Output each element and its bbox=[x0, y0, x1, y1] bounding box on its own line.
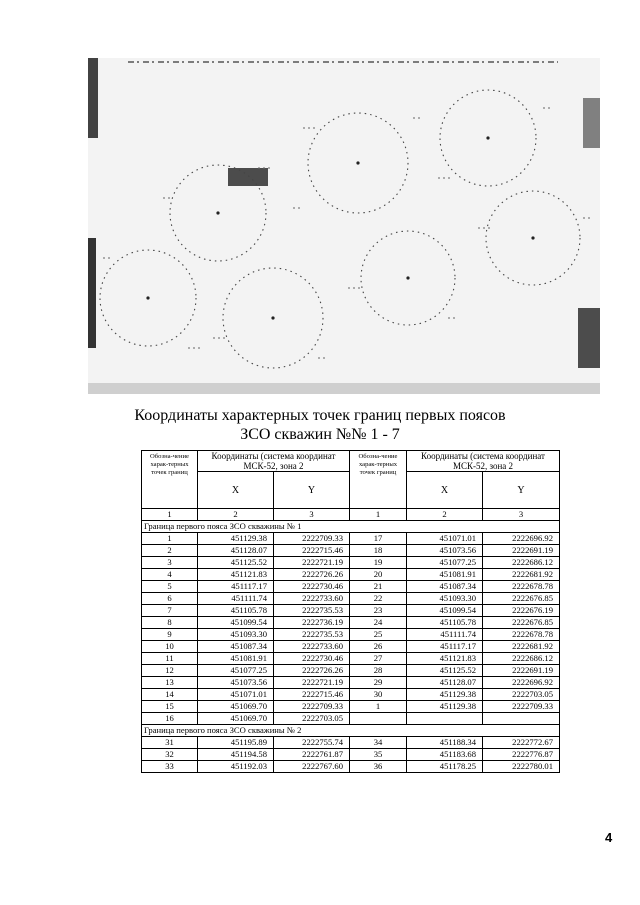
point-number-cell: 5 bbox=[142, 581, 198, 593]
y-coordinate-cell: 2222678.78 bbox=[483, 581, 560, 593]
x-coordinate-cell: 451069.70 bbox=[198, 713, 274, 725]
y-coordinate-cell: 2222733.60 bbox=[274, 593, 350, 605]
x-coordinate-cell: 451087.34 bbox=[198, 641, 274, 653]
y-coordinate-cell: 2222733.60 bbox=[274, 641, 350, 653]
point-number-cell: 18 bbox=[350, 545, 407, 557]
table-row bbox=[142, 641, 560, 653]
x-coordinate-cell: 451125.52 bbox=[407, 665, 483, 677]
title-line-1: Координаты характерных точек границ первых поясов bbox=[134, 407, 506, 424]
y-coordinate-cell: 2222691.19 bbox=[483, 665, 560, 677]
coordinates-table-body bbox=[142, 521, 560, 773]
column-index: 2 bbox=[198, 509, 274, 521]
y-coordinate-cell: 2222676.85 bbox=[483, 617, 560, 629]
x-coordinate-cell: 451077.25 bbox=[407, 557, 483, 569]
x-coordinate-cell: 451188.34 bbox=[407, 737, 483, 749]
point-number-cell: 13 bbox=[142, 677, 198, 689]
point-number-cell: 15 bbox=[142, 701, 198, 713]
y-coordinate-cell: 2222681.92 bbox=[483, 569, 560, 581]
column-index: 2 bbox=[407, 509, 483, 521]
point-number-cell: 4 bbox=[142, 569, 198, 581]
point-number-cell: 1 bbox=[142, 533, 198, 545]
point-number-cell: 6 bbox=[142, 593, 198, 605]
point-number-cell: 21 bbox=[350, 581, 407, 593]
table-row bbox=[142, 713, 560, 725]
point-number-cell: 31 bbox=[142, 737, 198, 749]
y-coordinate-cell: 2222721.19 bbox=[274, 557, 350, 569]
y-coordinate-cell: 2222681.92 bbox=[483, 641, 560, 653]
y-coordinate-cell: 2222730.46 bbox=[274, 653, 350, 665]
table-row bbox=[142, 557, 560, 569]
header-designation-left: Обозна-чение харак-терных точек границ bbox=[142, 451, 198, 509]
header-coord-group-left: Координаты (система координат МСК-52, зона 2 bbox=[198, 451, 350, 472]
table-row bbox=[142, 701, 560, 713]
table-row bbox=[142, 689, 560, 701]
x-coordinate-cell: 451178.25 bbox=[407, 761, 483, 773]
coordinates-table bbox=[141, 450, 560, 773]
table-row bbox=[142, 617, 560, 629]
table-row bbox=[142, 665, 560, 677]
x-coordinate-cell: 451093.30 bbox=[407, 593, 483, 605]
y-coordinate-cell: 2222703.05 bbox=[483, 689, 560, 701]
x-coordinate-cell: 451071.01 bbox=[198, 689, 274, 701]
point-number-cell: 29 bbox=[350, 677, 407, 689]
table-row bbox=[142, 737, 560, 749]
y-coordinate-cell: 2222735.53 bbox=[274, 629, 350, 641]
y-coordinate-cell: 2222676.85 bbox=[483, 593, 560, 605]
y-coordinate-cell: 2222715.46 bbox=[274, 545, 350, 557]
point-number-cell: 7 bbox=[142, 605, 198, 617]
point-number-cell: 10 bbox=[142, 641, 198, 653]
x-coordinate-cell: 451073.56 bbox=[407, 545, 483, 557]
point-number-cell: 24 bbox=[350, 617, 407, 629]
x-coordinate-cell: 451077.25 bbox=[198, 665, 274, 677]
table-row bbox=[142, 653, 560, 665]
table-row bbox=[142, 761, 560, 773]
y-coordinate-cell: 2222691.19 bbox=[483, 545, 560, 557]
table-row bbox=[142, 605, 560, 617]
table-row bbox=[142, 545, 560, 557]
x-coordinate-cell: 451128.07 bbox=[198, 545, 274, 557]
x-coordinate-cell: 451093.30 bbox=[198, 629, 274, 641]
point-number-cell: 22 bbox=[350, 593, 407, 605]
x-coordinate-cell: 451087.34 bbox=[407, 581, 483, 593]
table-row bbox=[142, 593, 560, 605]
column-index-row bbox=[142, 509, 560, 521]
point-number-cell: 32 bbox=[142, 749, 198, 761]
point-number-cell bbox=[350, 713, 407, 725]
x-coordinate-cell: 451099.54 bbox=[407, 605, 483, 617]
point-number-cell: 19 bbox=[350, 557, 407, 569]
column-index: 1 bbox=[350, 509, 407, 521]
y-coordinate-cell: 2222709.33 bbox=[274, 701, 350, 713]
y-coordinate-cell: 2222703.05 bbox=[274, 713, 350, 725]
y-coordinate-cell: 2222726.26 bbox=[274, 569, 350, 581]
point-number-cell: 17 bbox=[350, 533, 407, 545]
point-number-cell: 30 bbox=[350, 689, 407, 701]
y-coordinate-cell: 2222686.12 bbox=[483, 557, 560, 569]
point-number-cell: 34 bbox=[350, 737, 407, 749]
page-number: 4 bbox=[605, 830, 613, 845]
x-coordinate-cell: 451105.78 bbox=[198, 605, 274, 617]
x-coordinate-cell: 451105.78 bbox=[407, 617, 483, 629]
point-number-cell: 28 bbox=[350, 665, 407, 677]
y-coordinate-cell: 2222780.01 bbox=[483, 761, 560, 773]
y-coordinate-cell: 2222696.92 bbox=[483, 533, 560, 545]
x-coordinate-cell: 451128.07 bbox=[407, 677, 483, 689]
x-coordinate-cell: 451117.17 bbox=[407, 641, 483, 653]
x-coordinate-cell: 451194.58 bbox=[198, 749, 274, 761]
title-line-2: ЗСО скважин №№ 1 - 7 bbox=[240, 426, 400, 443]
x-coordinate-cell: 451183.68 bbox=[407, 749, 483, 761]
x-coordinate-cell: 451081.91 bbox=[198, 653, 274, 665]
x-coordinate-cell: 451111.74 bbox=[407, 629, 483, 641]
x-coordinate-cell: 451099.54 bbox=[198, 617, 274, 629]
table-row bbox=[142, 749, 560, 761]
point-number-cell: 3 bbox=[142, 557, 198, 569]
header-coord-group-right: Координаты (система координат МСК-52, зона 2 bbox=[407, 451, 560, 472]
table-row bbox=[142, 677, 560, 689]
point-number-cell: 2 bbox=[142, 545, 198, 557]
header-y-right: Y bbox=[483, 472, 560, 509]
column-index: 3 bbox=[483, 509, 560, 521]
point-number-cell: 16 bbox=[142, 713, 198, 725]
header-x-right: X bbox=[407, 472, 483, 509]
y-coordinate-cell: 2222730.46 bbox=[274, 581, 350, 593]
x-coordinate-cell bbox=[407, 713, 483, 725]
y-coordinate-cell: 2222678.78 bbox=[483, 629, 560, 641]
point-number-cell: 14 bbox=[142, 689, 198, 701]
y-coordinate-cell: 2222755.74 bbox=[274, 737, 350, 749]
y-coordinate-cell: 2222735.53 bbox=[274, 605, 350, 617]
section-header-row bbox=[142, 521, 560, 533]
header-y-left: Y bbox=[274, 472, 350, 509]
section-title: Граница первого пояса ЗСО скважины № 1 bbox=[142, 521, 560, 533]
point-number-cell: 27 bbox=[350, 653, 407, 665]
point-number-cell: 35 bbox=[350, 749, 407, 761]
x-coordinate-cell: 451129.38 bbox=[407, 701, 483, 713]
x-coordinate-cell: 451081.91 bbox=[407, 569, 483, 581]
point-number-cell: 9 bbox=[142, 629, 198, 641]
section-header-row bbox=[142, 725, 560, 737]
y-coordinate-cell: 2222686.12 bbox=[483, 653, 560, 665]
header-x-left: X bbox=[198, 472, 274, 509]
y-coordinate-cell: 2222736.19 bbox=[274, 617, 350, 629]
table-row bbox=[142, 533, 560, 545]
column-index: 3 bbox=[274, 509, 350, 521]
point-number-cell: 20 bbox=[350, 569, 407, 581]
header-designation-right: Обозна-чение харак-терных точек границ bbox=[350, 451, 407, 509]
x-coordinate-cell: 451073.56 bbox=[198, 677, 274, 689]
point-number-cell: 36 bbox=[350, 761, 407, 773]
point-number-cell: 12 bbox=[142, 665, 198, 677]
point-number-cell: 11 bbox=[142, 653, 198, 665]
point-number-cell: 25 bbox=[350, 629, 407, 641]
point-number-cell: 26 bbox=[350, 641, 407, 653]
x-coordinate-cell: 451125.52 bbox=[198, 557, 274, 569]
column-index: 1 bbox=[142, 509, 198, 521]
table-row bbox=[142, 569, 560, 581]
table-row bbox=[142, 629, 560, 641]
y-coordinate-cell: 2222772.67 bbox=[483, 737, 560, 749]
y-coordinate-cell: 2222696.92 bbox=[483, 677, 560, 689]
x-coordinate-cell: 451121.83 bbox=[407, 653, 483, 665]
table-row bbox=[142, 581, 560, 593]
point-number-cell: 1 bbox=[350, 701, 407, 713]
section-title: Граница первого пояса ЗСО скважины № 2 bbox=[142, 725, 560, 737]
x-coordinate-cell: 451117.17 bbox=[198, 581, 274, 593]
x-coordinate-cell: 451071.01 bbox=[407, 533, 483, 545]
y-coordinate-cell: 2222676.19 bbox=[483, 605, 560, 617]
y-coordinate-cell: 2222767.60 bbox=[274, 761, 350, 773]
x-coordinate-cell: 451121.83 bbox=[198, 569, 274, 581]
x-coordinate-cell: 451111.74 bbox=[198, 593, 274, 605]
y-coordinate-cell: 2222715.46 bbox=[274, 689, 350, 701]
y-coordinate-cell: 2222761.87 bbox=[274, 749, 350, 761]
x-coordinate-cell: 451129.38 bbox=[198, 533, 274, 545]
y-coordinate-cell: 2222776.87 bbox=[483, 749, 560, 761]
y-coordinate-cell bbox=[483, 713, 560, 725]
x-coordinate-cell: 451069.70 bbox=[198, 701, 274, 713]
y-coordinate-cell: 2222709.33 bbox=[274, 533, 350, 545]
point-number-cell: 23 bbox=[350, 605, 407, 617]
y-coordinate-cell: 2222709.33 bbox=[483, 701, 560, 713]
point-number-cell: 8 bbox=[142, 617, 198, 629]
y-coordinate-cell: 2222726.26 bbox=[274, 665, 350, 677]
x-coordinate-cell: 451129.38 bbox=[407, 689, 483, 701]
page-title bbox=[0, 406, 640, 444]
x-coordinate-cell: 451192.03 bbox=[198, 761, 274, 773]
zone-scheme-image bbox=[88, 58, 600, 394]
point-number-cell: 33 bbox=[142, 761, 198, 773]
y-coordinate-cell: 2222721.19 bbox=[274, 677, 350, 689]
zone-scheme-drawing bbox=[88, 58, 600, 394]
x-coordinate-cell: 451195.89 bbox=[198, 737, 274, 749]
